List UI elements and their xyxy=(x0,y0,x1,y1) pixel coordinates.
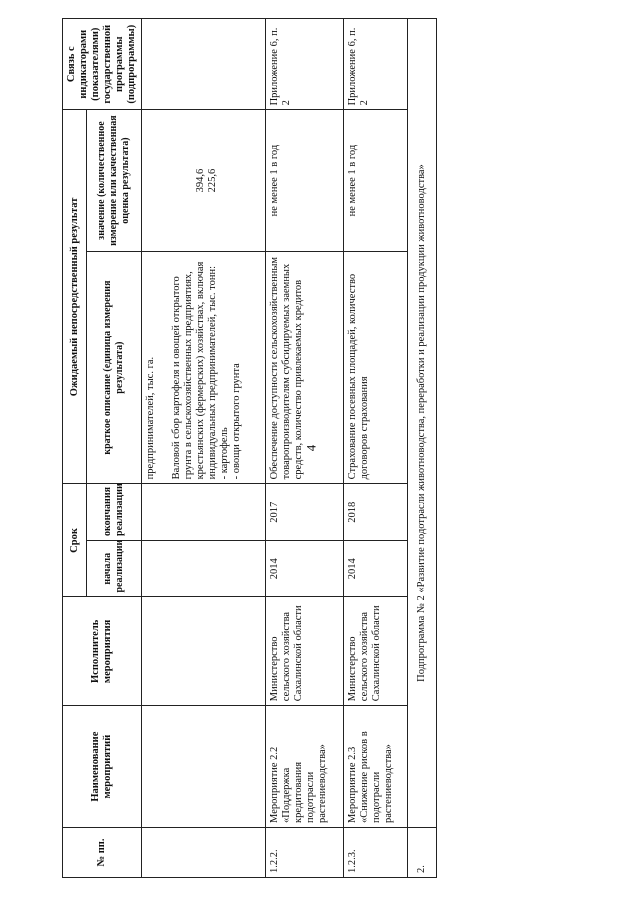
cell-executor xyxy=(142,597,266,706)
header-executor: Исполнитель мероприятия xyxy=(63,597,142,706)
table-row xyxy=(142,19,266,878)
cell-start: 2014 xyxy=(344,540,408,597)
cell-name: Мероприятие 2.2 «Поддержка кредитования подотрасли растениеводства» xyxy=(266,706,344,828)
header-row-1 xyxy=(63,19,87,878)
cell-value: не менее 1 в год xyxy=(344,110,408,251)
cell-num xyxy=(142,827,266,877)
cell-desc xyxy=(142,251,266,484)
page-number: 4 xyxy=(303,444,319,452)
cell-name: Мероприятие 2.3 «Снижение рисков в подотрасли растениеводства» xyxy=(344,706,408,828)
value-line-2: 225,6 xyxy=(207,168,218,193)
cell-executor: Министерство сельского хозяйства Сахалинской области xyxy=(266,597,344,706)
measures-table xyxy=(62,18,437,878)
header-term-start: начала реализации xyxy=(87,540,142,597)
cell-value xyxy=(142,110,266,251)
table-row xyxy=(266,19,344,878)
header-link: Связь с индикаторами (показателями) государственной программы (подпрограммы) xyxy=(63,19,142,110)
desc-line-3: - картофель xyxy=(219,427,230,480)
desc-line-4: - овощи открытого грунта xyxy=(231,363,242,480)
cell-desc: Обеспечение доступности сельскохозяйственным товаропроизводителям субсидируемых заемных средств, количество привлекаемых кредитов xyxy=(266,251,344,484)
cell-desc: Страхование посевных площадей, количество договоров страхования xyxy=(344,251,408,484)
header-term: Срок xyxy=(63,484,87,597)
subprogram-row xyxy=(408,19,437,878)
header-term-end: окончания реализации xyxy=(87,484,142,541)
cell-start: 2014 xyxy=(266,540,344,597)
subprogram-num: 2. xyxy=(408,827,437,877)
value-line-1: 394,6 xyxy=(195,168,206,193)
cell-num: 1.2.2. xyxy=(266,827,344,877)
header-result: Ожидаемый непосредственный результат xyxy=(63,110,87,484)
cell-executor: Министерство сельского хозяйства Сахалинской области xyxy=(344,597,408,706)
header-result-desc: краткое описание (единица измерения результата) xyxy=(87,251,142,484)
cell-name xyxy=(142,706,266,828)
rotated-table-wrapper xyxy=(62,18,506,878)
cell-link xyxy=(142,19,266,110)
cell-end xyxy=(142,484,266,541)
cell-start xyxy=(142,540,266,597)
desc-line-1: предпринимателей, тыс. га. xyxy=(145,356,156,480)
cell-link: Приложение 6, п. 2 xyxy=(266,19,344,110)
table-row xyxy=(344,19,408,878)
subprogram-title: Подпрограмма № 2 «Развитие подотрасли животноводства, переработки и реализации продукции животноводства» xyxy=(408,19,437,828)
desc-line-2: Валовой сбор картофеля и овощей открытого грунта в сельскохозяйственных предприятиях, крестьянских (фермерских) хозяйствах, включая индивидуальных предпринимателей, тыс. тонн: xyxy=(171,261,218,480)
header-result-value: значение (количественное измерение или качественная оценка результата) xyxy=(87,110,142,251)
cell-end: 2018 xyxy=(344,484,408,541)
cell-end: 2017 xyxy=(266,484,344,541)
cell-link: Приложение 6, п. 2 xyxy=(344,19,408,110)
cell-num: 1.2.3. xyxy=(344,827,408,877)
header-name: Наименование мероприятий xyxy=(63,706,142,828)
cell-value: не менее 1 в год xyxy=(266,110,344,251)
header-num: № пп. xyxy=(63,827,142,877)
